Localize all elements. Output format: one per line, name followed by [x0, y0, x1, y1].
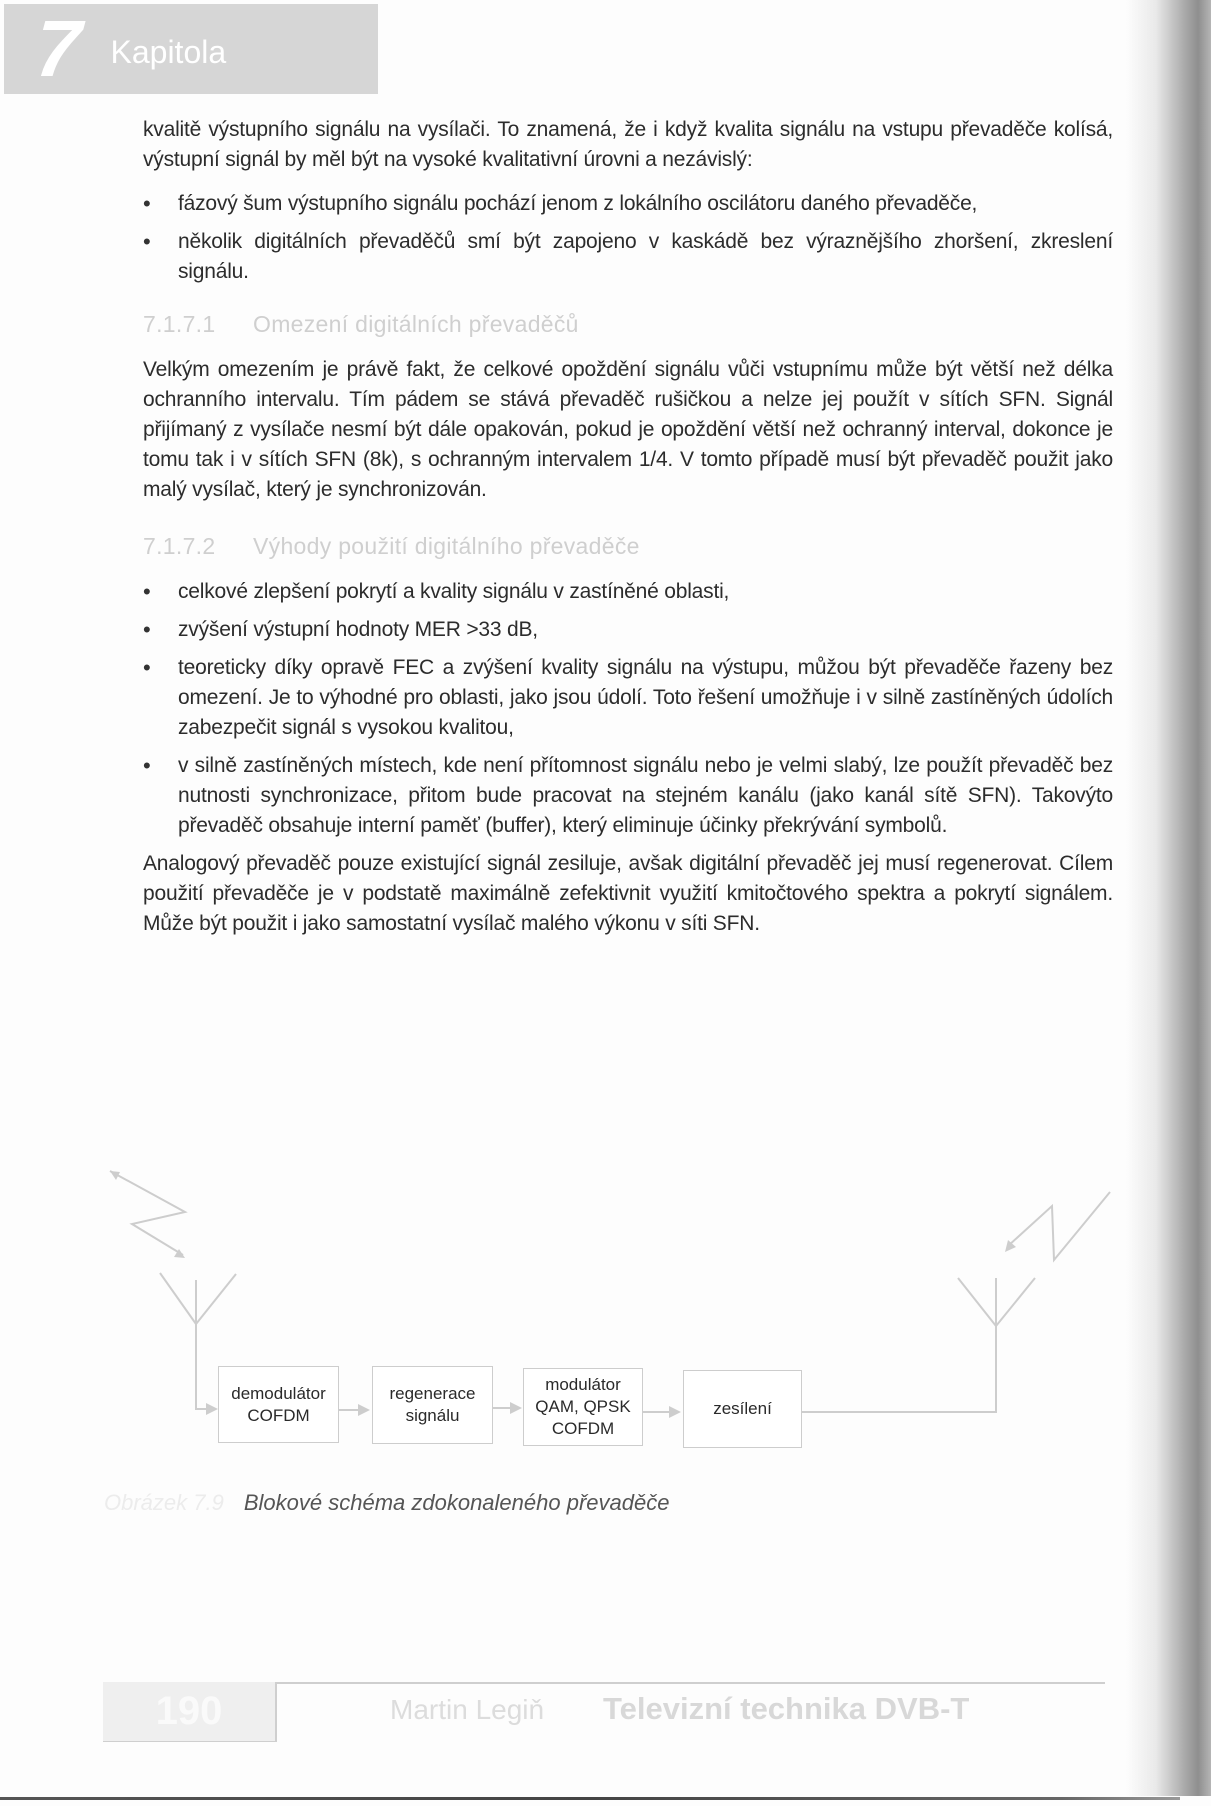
figure-caption-text: Blokové schéma zdokonaleného převaděče [243, 1490, 670, 1515]
footer-rule [275, 1682, 1105, 1684]
page-bottom-edge [0, 1797, 1180, 1800]
section-number: 7.1.7.1 [143, 311, 216, 337]
section-heading [143, 531, 1113, 561]
chapter-number: 7 [32, 4, 84, 93]
intro-bullet-list [143, 189, 1113, 287]
section-heading [143, 309, 1113, 339]
modulator-block [523, 1368, 643, 1446]
block-label: COFDM [551, 1419, 615, 1438]
section-paragraph: Velkým omezením je právě fakt, že celkové opoždění signálu vůči vstupnímu může být větší než délka ochranního intervalu. Tím pádem se stává převaděč rušičkou a nelze jej použít v sítích SFN. Signál přijímaný z vysílače nesmí být dále opakován, pokud je opoždění větší než ochranný interval, dokonce je tomu tak i v sítích SFN (8k), s ochranným intervalem 1/4. V tomto případě musí být převaděč použit jako malý vysílač, který je synchronizován. [143, 358, 1113, 501]
block-label: regenerace [389, 1384, 476, 1403]
list-item: • několik digitálních převaděčů smí být zapojeno v kaskádě bez výraznějšího zhoršení, zkreslení signálu. [143, 227, 1113, 287]
section-title: Omezení digitálních převaděčů [253, 311, 579, 337]
section-title: Výhody použití digitálního převaděče [253, 533, 640, 559]
list-item: • celkové zlepšení pokrytí a kvality signálu v zastíněné oblasti, [143, 577, 1113, 607]
footer-book-title: Televizní technika DVB-T [603, 1691, 970, 1726]
amplifier-block [683, 1370, 802, 1448]
block-label: zesílení [713, 1399, 772, 1418]
main-content [143, 115, 1113, 939]
block-label: demodulátor [231, 1383, 326, 1403]
block-diagram [90, 1160, 1110, 1500]
list-item: • zvýšení výstupní hodnoty MER >33 dB, [143, 615, 1113, 645]
list-item: • v silně zastíněných místech, kde není přítomnost signálu nebo je velmi slabý, lze použít převaděč bez nutnosti synchronizace, přitom bude pracovat na stejném kanálu (jako kanál sítě SFN). Takovýto převaděč obsahuje interní paměť (buffer), který eliminuje účinky překrývání symbolů. [143, 751, 1113, 841]
demodulator-block [218, 1366, 339, 1443]
block-label: modulátor [545, 1375, 621, 1394]
list-item: • teoreticky díky opravě FEC a zvýšení kvality signálu na výstupu, můžou být převaděče řazeny bez omezení. Je to výhodné pro oblasti, jako jsou údolí. Toto řešení umožňuje i v silně zastíněných údolích zabezpečit signál s vysokou kvalitou, [143, 653, 1113, 743]
block-label: COFDM [247, 1405, 310, 1425]
closing-paragraph: Analogový převaděč pouze existující signál zesiluje, avšak digitální převaděč jej musí regenerovat. Cílem použití převaděče je v podstatě maximálně zefektivnit využití kmitočtového spektra a pokrytí signálem. Může být použit i jako samostatní vysílač malého výkonu v síti SFN. [143, 852, 1113, 935]
list-item: • fázový šum výstupního signálu pochází jenom z lokálního oscilátoru daného převaděče, [143, 189, 1113, 219]
regeneration-block [372, 1366, 493, 1444]
block-label: signálu [405, 1406, 460, 1425]
page-number-box [103, 1682, 275, 1742]
block-label: QAM, QPSK [535, 1397, 631, 1416]
page-edge-shadow [1126, 0, 1211, 1796]
page-number: 190 [155, 1689, 223, 1733]
footer-divider [275, 1682, 277, 1742]
chapter-header [4, 4, 378, 94]
chapter-label: Kapitola [110, 33, 227, 70]
figure-caption [104, 1490, 669, 1516]
advantages-bullet-list [143, 577, 1113, 841]
intro-paragraph: kvalitě výstupního signálu na vysílači. To znamená, že i když kvalita signálu na vstupu převaděče kolísá, výstupní signál by měl být na vysoké kvalitativní úrovni a nezávislý: [143, 118, 1113, 171]
footer-author: Martin Legiň [390, 1694, 545, 1725]
section-number: 7.1.7.2 [143, 533, 216, 559]
figure-number: Obrázek 7.9 [104, 1490, 224, 1515]
